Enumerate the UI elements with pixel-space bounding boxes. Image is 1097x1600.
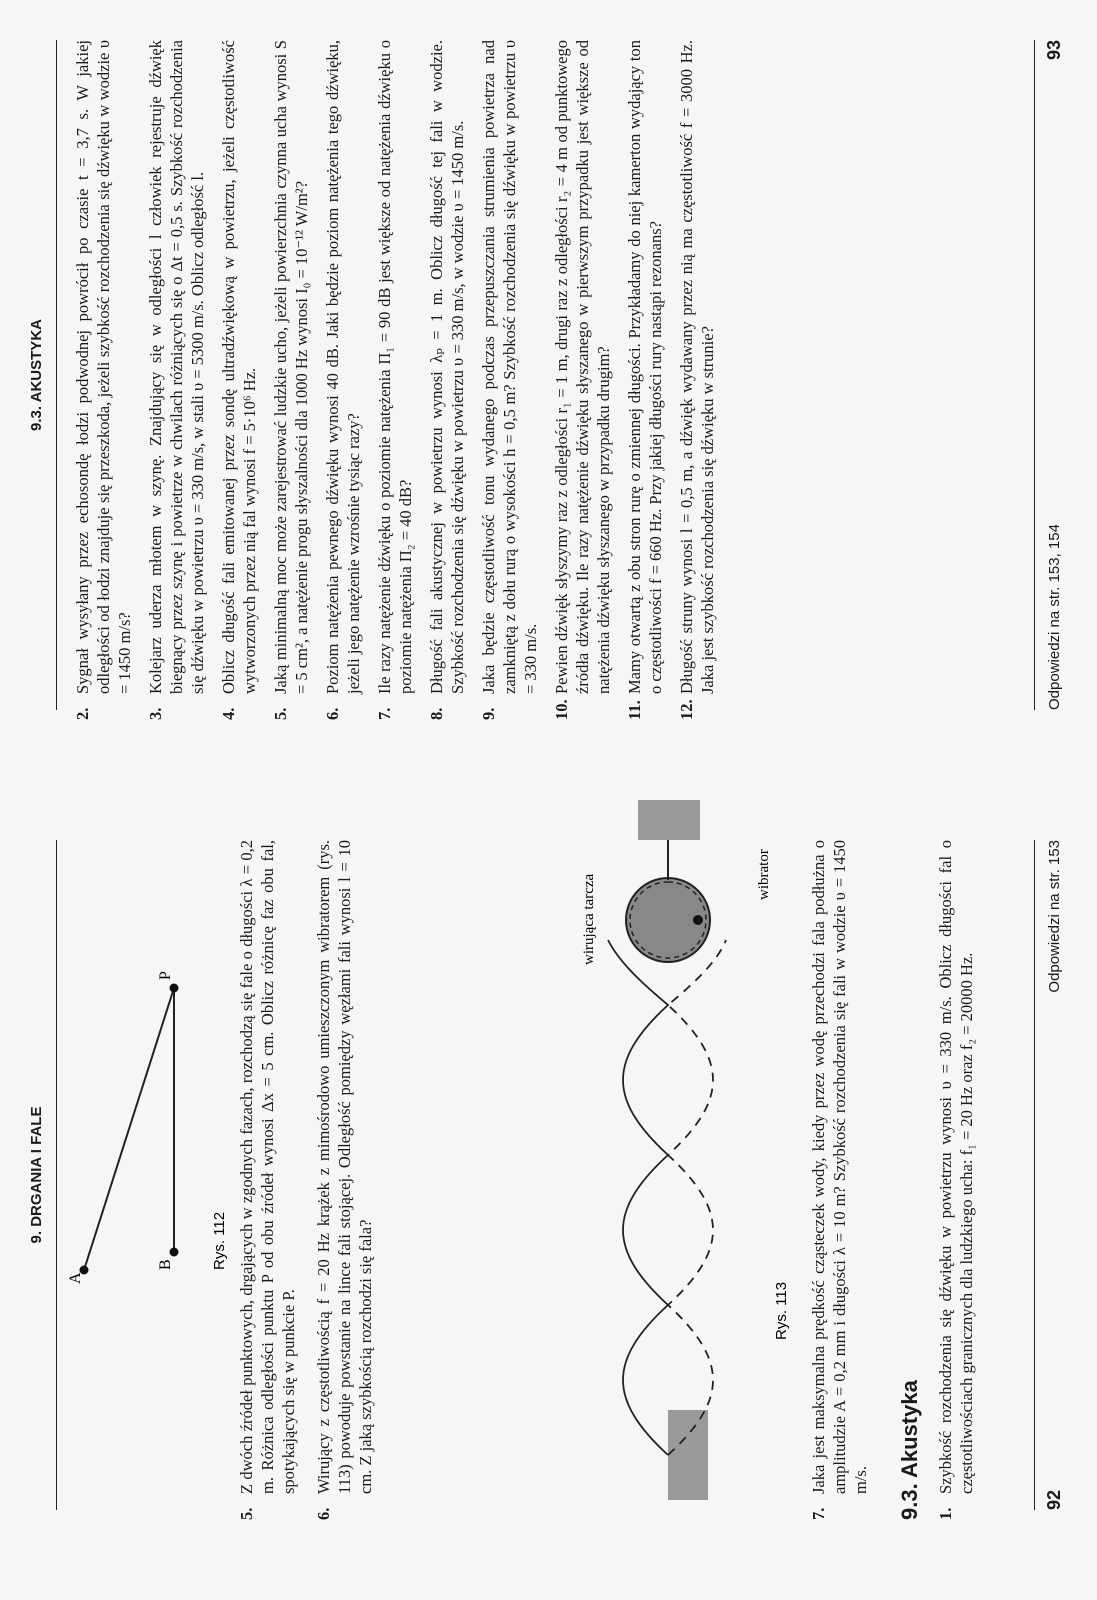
- label-spinning-disc: wirująca tarcza: [581, 873, 597, 965]
- problem-right-4: 4. Oblicz długość fali emitowanej przez sondę ultradźwiękową w powietrzu, jeżeli częstotliwość wytworzonych przez nią fal wynosi f = 5·10⁶ Hz.: [219, 40, 259, 720]
- eccentric-pin: [693, 915, 703, 925]
- wall-block: [668, 1410, 708, 1500]
- running-head: 9.3. AKUSTYKA: [28, 319, 45, 431]
- problem-right-3: 3. Kolejarz uderza młotem w szynę. Znajdujący się w odległości l człowiek rejestruje dźwięk biegnący przez szynę i powietrze w chwilach różniących się o Δt = 0,5 s. Szybkość rozchodzenia się dźwięku w powietrzu υ = 330 m/s, w stali υ = 5300 m/s. Oblicz odległość l.: [146, 40, 207, 720]
- standing-wave: [608, 940, 726, 1455]
- page-number: 92: [1044, 1489, 1064, 1510]
- figure-caption: Rys. 113: [773, 1281, 790, 1340]
- problem-right-5: 5. Jaką minimalną moc może zarejestrować ludzkie ucho, jeżeli powierzchnia czynna ucha wynosi S = 5 cm², a natężenie progu słyszalności dla 1000 Hz wynosi I₀ = 10⁻¹² W/m²?: [271, 40, 311, 720]
- page-number: 93: [1044, 40, 1064, 61]
- problem-acoustics-1: 1. Szybkość rozchodzenia się dźwięku w powietrzu wynosi υ = 330 m/s. Oblicz długości fal o częstotliwościach granicznych dla ludzkiego ucha: f₁ = 20 Hz oraz f₂ = 20000 Hz.: [936, 840, 976, 1520]
- problem-left-7: 7. Jaka jest maksymalna prędkość cząsteczek wody, kiedy przez wodę przechodzi fala podłużna o amplitudzie A = 0,2 mm i długości λ = 10 m? Szybkość rozchodzenia się fali w wodzie υ = 1450 m/s.: [809, 840, 870, 1520]
- problem-right-12: 12. Długość struny wynosi l = 0,5 m, a dźwięk wydawany przez nią ma częstotliwość f = 3000 Hz. Jaka jest szybkość rozchodzenia się dźwięku w strunie?: [677, 40, 717, 720]
- left-page: [0, 800, 1097, 1600]
- problem-left-5: 5. Z dwóch źródeł punktowych, drgających w zgodnych fazach, rozchodzą się fale o długości λ = 0,2 m. Różnica odległości punktu P od obu źródeł wynosi Δx = 5 cm. Oblicz różnicę faz obu fal, spotykających się w punkcie P.: [237, 840, 298, 1520]
- problem-right-9: 9. Jaka będzie częstotliwość tonu wydanego podczas przepuszczania strumienia powietrza nad zamkniętą z dołu rurą o wysokości h = 0,5 m? Szybkość rozchodzenia się dźwięku w powietrzu υ = 330 m/s.: [479, 40, 540, 720]
- figure-113: [468, 800, 798, 1540]
- figure-caption: Rys. 112: [211, 1211, 228, 1270]
- problem-right-11: 11. Mamy otwartą z obu stron rurę o zmiennej długości. Przykładamy do niej kamerton wydający ton o częstotliwości f = 660 Hz. Przy jakiej długości rury nastąpi rezonans?: [625, 40, 665, 720]
- header-rule: [56, 40, 57, 710]
- problem-right-10: 10. Pewien dźwięk słyszymy raz z odległości r₁ = 1 m, drugi raz z odległości r₂ = 4 m od punktowego źródła dźwięku. Ile razy natężenie dźwięku słyszanego w pierwszym przypadku jest większe od natężenia dźwięku słyszanego w przypadku drugim?: [552, 40, 613, 720]
- problem-right-2: 2. Sygnał wysyłany przez echosondę łodzi podwodnej powrócił po czasie t = 3,7 s. W jakiej odległości od łodzi znajduje się przeszkoda, jeżeli szybkość rozchodzenia się dźwięku w wodzie υ = 1450 m/s?: [73, 40, 134, 720]
- header-rule: [56, 840, 57, 1510]
- point-p: [170, 984, 179, 993]
- line-a-p: [84, 988, 174, 1270]
- figure-112: [66, 800, 236, 1520]
- label-vibrator: wibrator: [756, 849, 772, 900]
- section-title: 9.3. Akustyka: [897, 1380, 922, 1520]
- answers-reference: Odpowiedzi na str. 153, 154: [1046, 524, 1063, 710]
- answers-reference: Odpowiedzi na str. 153: [1046, 840, 1063, 993]
- label-a: A: [67, 1272, 84, 1284]
- footer-rule: [1034, 40, 1035, 710]
- footer-rule: [1034, 840, 1035, 1510]
- vibrator-block: [638, 800, 700, 840]
- problem-right-7: 7. Ile razy natężenie dźwięku o poziomie natężenia Π₁ = 90 dB jest większe od natężenia dźwięku o poziomie natężenia Π₂ = 40 dB?: [375, 40, 415, 720]
- label-p: P: [157, 971, 174, 980]
- point-b: [170, 1248, 179, 1257]
- label-b: B: [157, 1259, 174, 1270]
- problem-right-8: 8. Długość fali akustycznej w powietrzu wynosi λₚ = 1 m. Oblicz długość tej fali w wodzie. Szybkość rozchodzenia się dźwięku w powietrzu υ = 330 m/s, w wodzie υ = 1450 m/s.: [427, 40, 467, 720]
- problem-left-6: 6. Wirujący z częstotliwością f = 20 Hz krążek z mimośrodowo umieszczonym wibratorem (rys. 113) powoduje powstanie na lince fali stojącej. Odległość pomiędzy węzłami fali wynosi l = 10 cm. Z jaką szybkością rozchodzi się fala?: [314, 840, 375, 1520]
- problem-right-6: 6. Poziom natężenia pewnego dźwięku wynosi 40 dB. Jaki będzie poziom natężenia tego dźwięku, jeżeli jego natężenie wzrośnie tysiąc razy?: [323, 40, 363, 720]
- running-head: 9. DRGANIA I FALE: [28, 1106, 45, 1244]
